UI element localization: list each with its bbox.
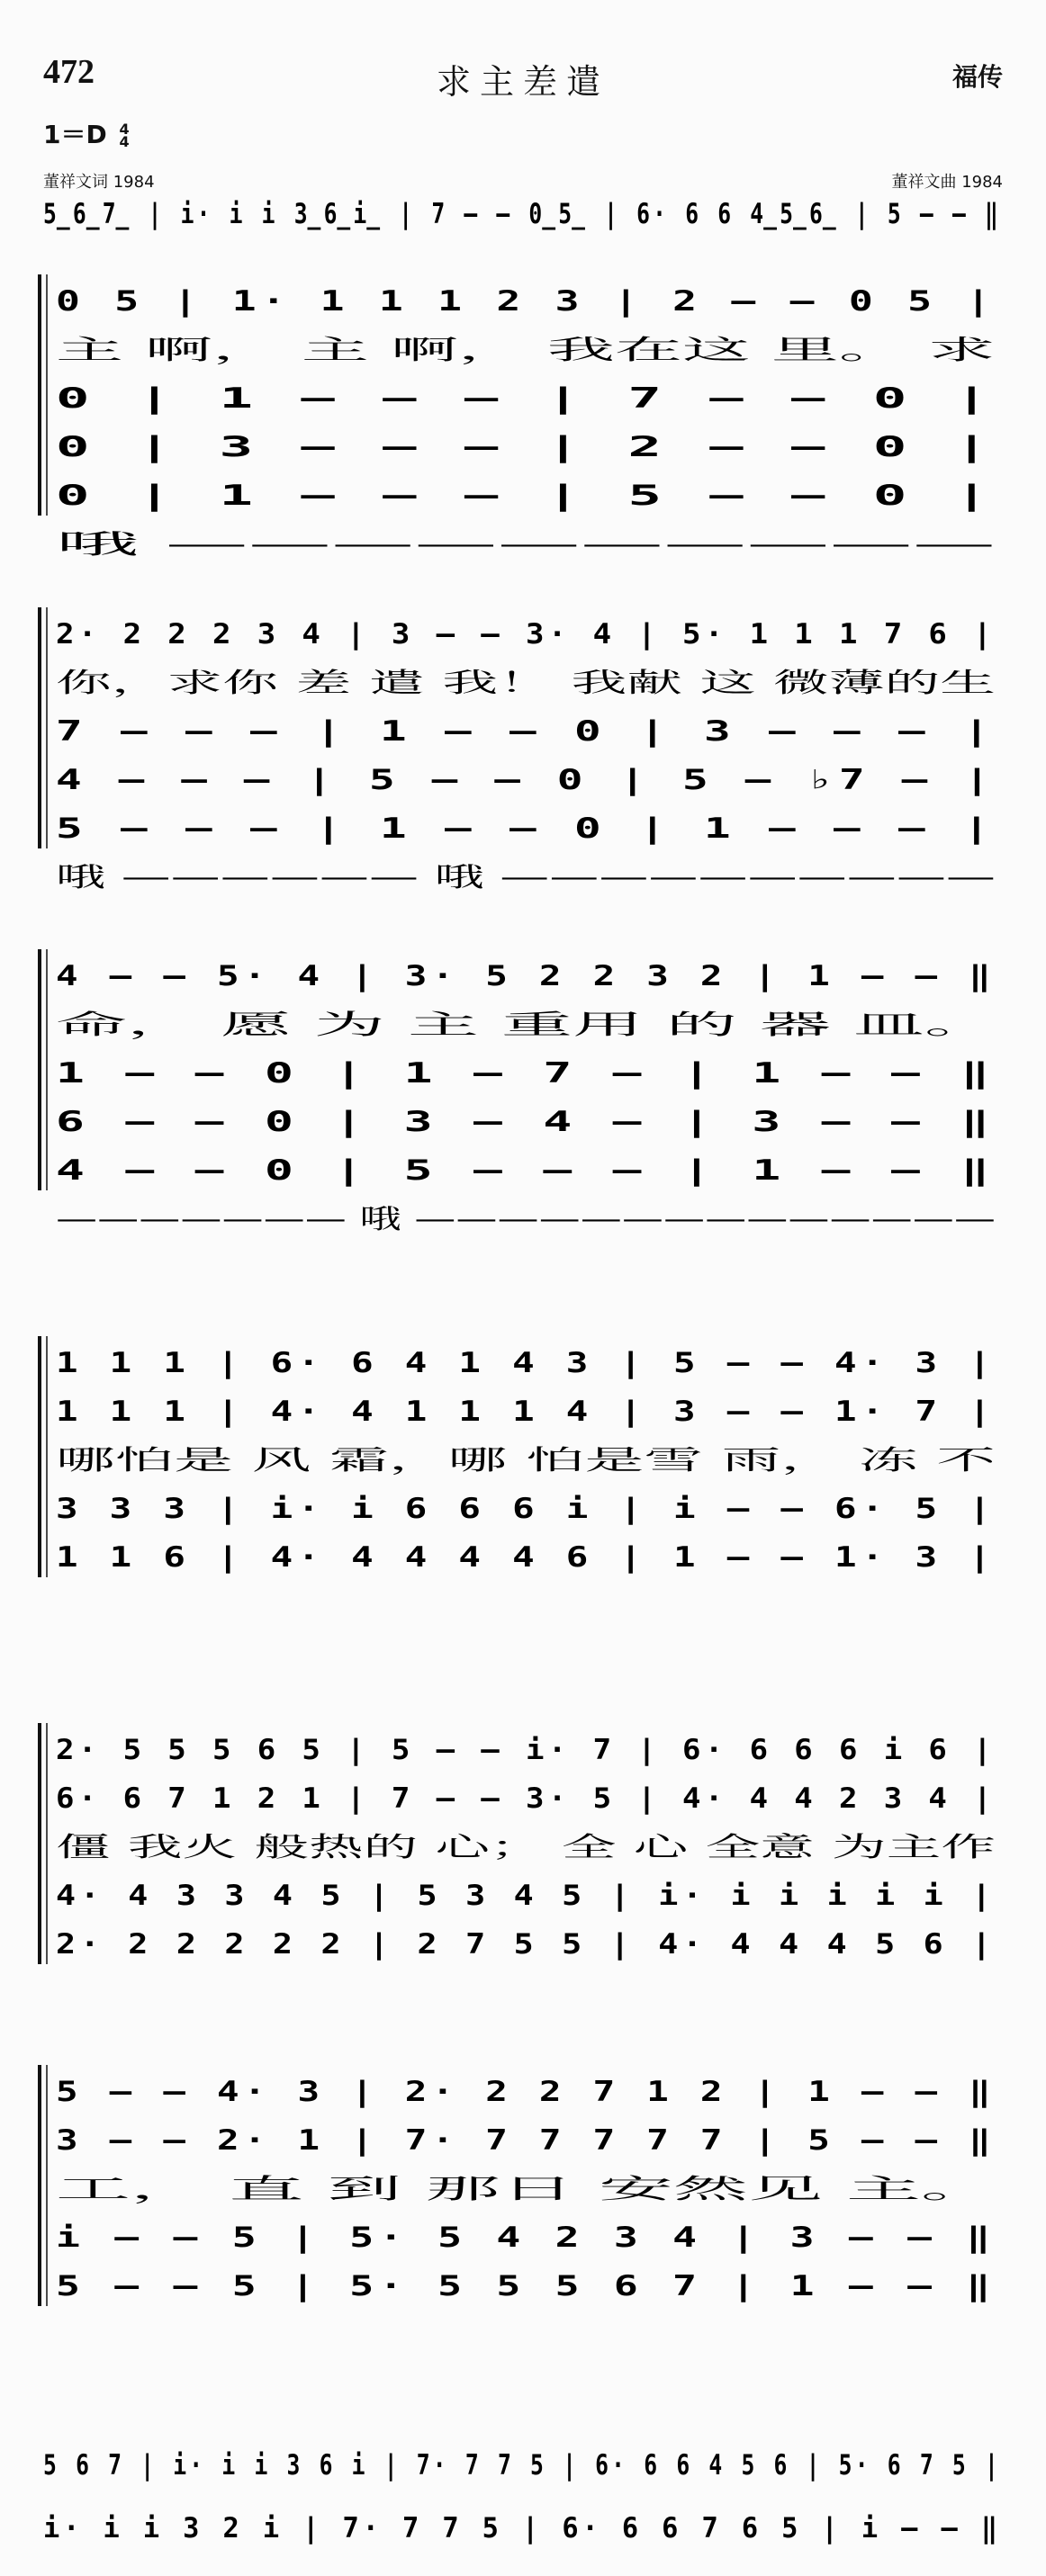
melody-row: 0 | 1 – – – | 7 – – 0 | [56, 382, 996, 415]
melody-row: 2· 2 2 2 3 4 | 3 – – 3· 4 | 5· 1 1 1 7 6 | [56, 618, 996, 651]
melody-row: 0 | 1 – – – | 5 – – 0 | [56, 480, 996, 512]
time-signature: 4 4 [119, 121, 130, 150]
hymn-category: 福传 [951, 62, 1003, 92]
melody-row: 1 1 6 | 4· 4 4 4 4 6 | 1 – – 1· 3 | [56, 1541, 996, 1574]
intro-line: 5̲6̲7̲ | i· i i 3̲6̲i̲ | 7 – – 0̲5̲ | 6· 6 6 4̲5̲6̲ | 5 – – ‖ [43, 198, 1001, 230]
lyric-row: ——————— 哦 —————————————— [56, 1204, 996, 1235]
coda-line: 5 6 7 | i· i i 3 6 i | 7· 7 7 5 | 6· 6 6 4 5 6 | 5· 6 7 5 | [43, 2449, 1001, 2482]
melody-row: 6 – – 0 | 3 – 4 – | 3 – – ‖ [56, 1106, 996, 1138]
lyric-row: 工， 直 到 那日 安然见 主。 [56, 2174, 996, 2205]
lyric-row: 僵 我火 般热的 心； 全 心 全意 为主作 [56, 1832, 996, 1863]
coda-line: i· i i 3 2 i | 7· 7 7 5 | 6· 6 6 7 6 5 | i – – ‖ [43, 2512, 1001, 2545]
melody-row: 6· 6 7 1 2 1 | 7 – – 3· 5 | 4· 4 4 2 3 4 | [56, 1782, 996, 1815]
melody-row: 3 – – 2· 1 | 7· 7 7 7 7 7 | 5 – – ‖ [56, 2124, 996, 2157]
key-label: 1＝D [43, 120, 107, 149]
melody-row: 4 – – – | 5 – – 0 | 5 – ♭7 – | [56, 764, 996, 796]
melody-row: i – – 5 | 5· 5 4 2 3 4 | 3 – – ‖ [56, 2221, 996, 2254]
melody-row: 7 – – – | 1 – – 0 | 3 – – – | [56, 715, 996, 748]
melody-row: 1 1 1 | 4· 4 1 1 1 4 | 3 – – 1· 7 | [56, 1396, 996, 1428]
lyric-row: 命， 愿 为 主 重用 的 器 皿。 [56, 1010, 996, 1041]
lyricist-credit: 董祥文词 1984 [43, 173, 155, 192]
melody-row: 5 – – 5 | 5· 5 5 5 6 7 | 1 – – ‖ [56, 2270, 996, 2302]
lyric-row: 哦 —————— 哦 —————————— [56, 862, 996, 893]
melody-row: 3 3 3 | i· i 6 6 6 i | i – – 6· 5 | [56, 1493, 996, 1525]
melody-row: 4 – – 5· 4 | 3· 5 2 2 3 2 | 1 – – ‖ [56, 960, 996, 992]
melody-row: 5 – – 4· 3 | 2· 2 2 7 1 2 | 1 – – ‖ [56, 2076, 996, 2108]
melody-row: 1 – – 0 | 1 – 7 – | 1 – – ‖ [56, 1057, 996, 1090]
composer-credit: 董祥文曲 1984 [891, 173, 1003, 192]
melody-row: 0 5 | 1· 1 1 1 2 3 | 2 – – 0 5 | [56, 285, 996, 318]
lyric-row: 哦 —————————— [56, 529, 996, 561]
melody-row: 1 1 1 | 6· 6 4 1 4 3 | 5 – – 4· 3 | [56, 1347, 996, 1379]
melody-row: 4 – – 0 | 5 – – – | 1 – – ‖ [56, 1154, 996, 1187]
melody-row: 5 – – – | 1 – – 0 | 1 – – – | [56, 812, 996, 845]
melody-row: 2· 2 2 2 2 2 | 2 7 5 5 | 4· 4 4 4 5 6 | [56, 1928, 996, 1961]
melody-row: 0 | 3 – – – | 2 – – 0 | [56, 431, 996, 463]
hymn-number: 472 [43, 53, 95, 91]
lyric-row: 你，求你 差 遣 我！ 我献 这 微薄的生 [56, 668, 996, 699]
lyric-row: 哪怕是 风 霜，哪 怕是雪 雨， 冻 不 [56, 1445, 996, 1476]
melody-row: 2· 5 5 5 6 5 | 5 – – i· 7 | 6· 6 6 6 i 6 | [56, 1734, 996, 1766]
melody-row: 4· 4 3 3 4 5 | 5 3 4 5 | i· i i i i i | [56, 1880, 996, 1912]
hymn-title: 求主差遣 [436, 62, 609, 102]
lyric-row: 主 啊， 主 啊， 我在这 里。 求 [56, 335, 996, 366]
